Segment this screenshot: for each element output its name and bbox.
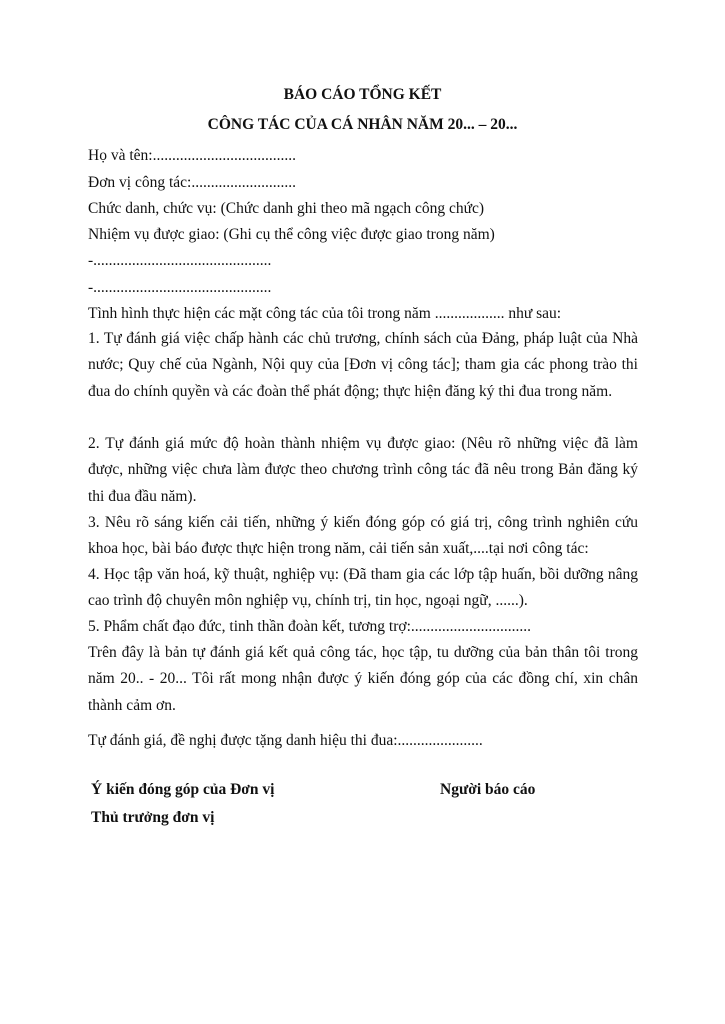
head-of-unit-heading: Thủ trưởng đơn vị xyxy=(91,809,215,826)
section-2: 2. Tự đánh giá mức độ hoàn thành nhiệm vụ được giao: (Nêu rõ những việc đã làm được, những việc chưa làm được theo chương trình công tác đã nêu trong Bản đăng ký thi đua đầu năm). xyxy=(88,435,638,505)
unit-opinion-heading: Ý kiến đóng góp của Đơn vị xyxy=(91,781,275,798)
duty-line-2: -.............................................. xyxy=(88,279,272,296)
document-title: BÁO CÁO TỔNG KẾT xyxy=(283,86,442,103)
unit-field: Đơn vị công tác:........................... xyxy=(88,174,296,191)
section-3: 3. Nêu rõ sáng kiến cải tiến, những ý kiến đóng góp có giá trị, công trình nghiên cứu khoa học, bài báo được thực hiện trong năm, cải tiến sản xuất,....tại nơi công tác: xyxy=(88,514,638,558)
reporter-heading: Người báo cáo xyxy=(440,781,536,798)
intro-text: Tình hình thực hiện các mặt công tác của tôi trong năm .................. như sau: xyxy=(88,305,562,322)
duties-field: Nhiệm vụ được giao: (Ghi cụ thể công việc được giao trong năm) xyxy=(88,226,495,243)
section-1: 1. Tự đánh giá việc chấp hành các chủ trương, chính sách của Đảng, pháp luật của Nhà nước; Quy chế của Ngành, Nội quy của [Đơn vị công tác]; tham gia các phong trào thi đua do chính quyền và các đoàn thể phát động; thực hiện đăng ký thi đua trong năm. xyxy=(88,330,638,400)
closing-paragraph: Trên đây là bản tự đánh giá kết quả công tác, học tập, tu dưỡng của bản thân tôi trong năm 20.. - 20... Tôi rất mong nhận được ý kiến đóng góp của các đồng chí, xin chân thành cảm ơn. xyxy=(88,644,638,714)
name-field: Họ và tên:..................................... xyxy=(88,147,296,164)
section-5: 5. Phẩm chất đạo đức, tinh thần đoàn kết, tương trợ:............................... xyxy=(88,618,532,635)
position-field: Chức danh, chức vụ: (Chức danh ghi theo mã ngạch công chức) xyxy=(88,200,485,217)
document-subtitle: CÔNG TÁC CỦA CÁ NHÂN NĂM 20... – 20... xyxy=(207,116,518,133)
duty-line-1: -.............................................. xyxy=(88,252,272,269)
self-assessment: Tự đánh giá, đề nghị được tặng danh hiệu thi đua:...................... xyxy=(88,732,483,749)
section-4: 4. Học tập văn hoá, kỹ thuật, nghiệp vụ: (Đã tham gia các lớp tập huấn, bồi dưỡng nâng cao trình độ chuyên môn nghiệp vụ, chính trị, tin học, ngoại ngữ, ......). xyxy=(88,566,638,610)
